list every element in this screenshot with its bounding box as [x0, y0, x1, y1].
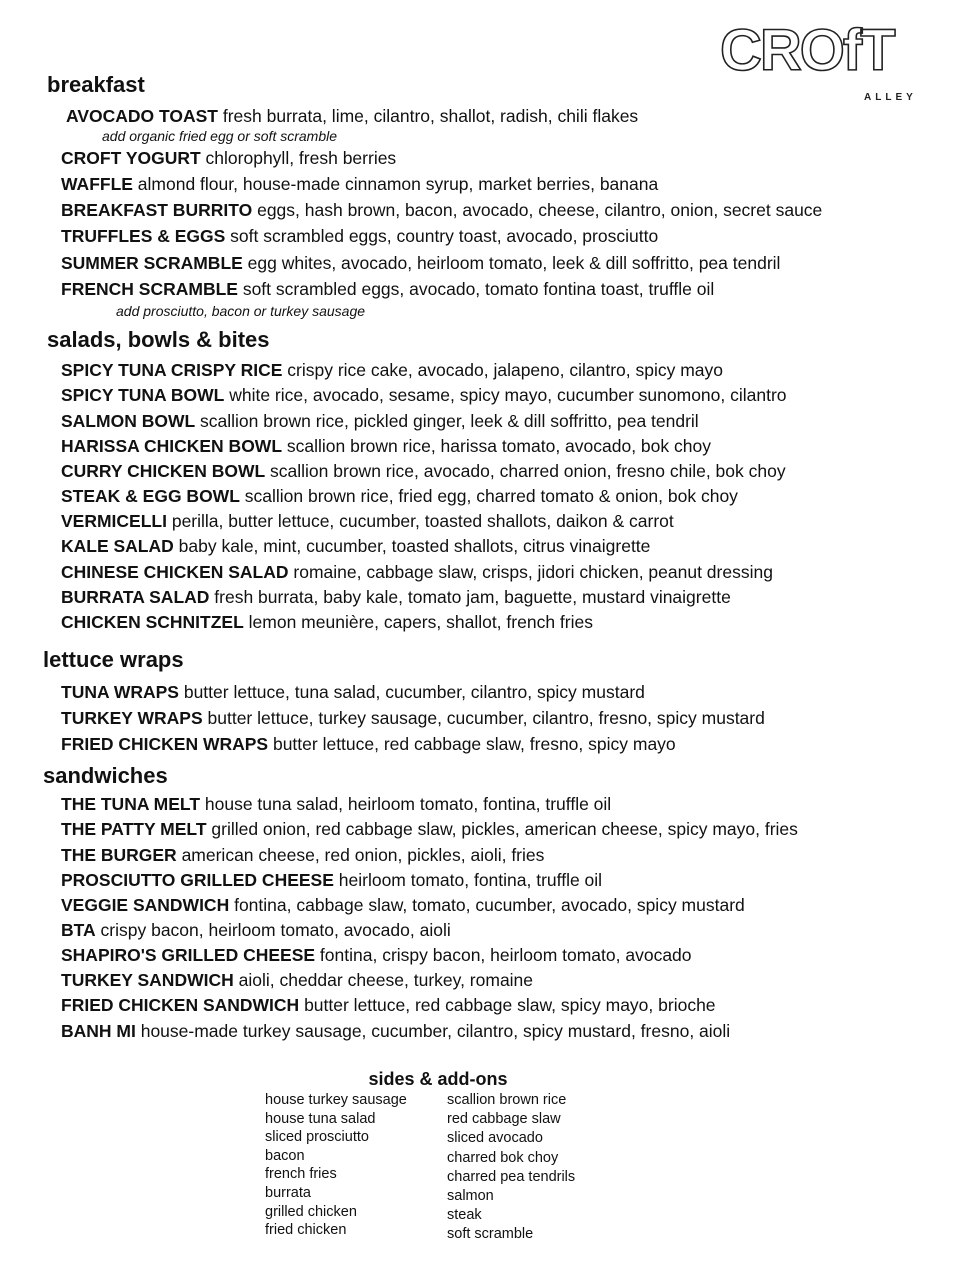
item-name: CURRY CHICKEN BOWL: [61, 461, 266, 481]
item-description: heirloom tomato, fontina, truffle oil: [333, 870, 603, 890]
menu-item: [61, 1020, 730, 1042]
item-name: THE BURGER: [61, 845, 177, 865]
item-description: fresh burrata, baby kale, tomato jam, baguette, mustard vinaigrette: [209, 587, 731, 607]
menu-item: [61, 681, 645, 703]
item-name: KALE SALAD: [61, 536, 174, 556]
item-description: romaine, cabbage slaw, crisps, jidori chicken, peanut dressing: [288, 562, 773, 582]
item-description: house-made turkey sausage, cucumber, cilantro, spicy mustard, fresno, aioli: [135, 1021, 731, 1041]
item-note: add prosciutto, bacon or turkey sausage: [116, 303, 366, 319]
side-item: soft scramble: [447, 1226, 534, 1243]
item-description: chlorophyll, fresh berries: [200, 148, 397, 168]
svg-text:ALLEY: ALLEY: [864, 92, 917, 103]
menu-item: [61, 252, 780, 274]
menu-item: [61, 969, 533, 991]
item-description: fontina, cabbage slaw, tomato, cucumber, avocado, spicy mustard: [229, 895, 745, 915]
menu-item: [61, 535, 650, 557]
item-description: lemon meunière, capers, shallot, french fries: [243, 612, 593, 632]
item-description: scallion brown rice, harissa tomato, avocado, bok choy: [282, 436, 711, 456]
item-name: BTA: [61, 920, 96, 940]
side-item: house turkey sausage: [265, 1092, 407, 1108]
item-description: white rice, avocado, sesame, spicy mayo, cucumber sunomono, cilantro: [224, 385, 787, 405]
menu-item: [61, 384, 787, 406]
menu-item: [61, 147, 396, 169]
item-name: VEGGIE SANDWICH: [61, 895, 230, 915]
menu-item: [61, 793, 611, 815]
item-description: fontina, crispy bacon, heirloom tomato, avocado: [315, 945, 692, 965]
croft-alley-logo: [718, 16, 928, 104]
menu-item: [61, 611, 593, 633]
side-item: charred pea tendrils: [447, 1168, 576, 1185]
side-item: steak: [447, 1207, 482, 1224]
side-item: fried chicken: [265, 1222, 347, 1239]
menu-item: [61, 460, 786, 482]
item-name: CROFT YOGURT: [61, 148, 201, 168]
svg-text:CROfT: CROfT: [720, 18, 894, 83]
item-name: FRENCH SCRAMBLE: [61, 279, 238, 299]
item-name: WAFFLE: [61, 174, 133, 194]
side-item: sliced prosciutto: [265, 1129, 369, 1146]
item-name: FRIED CHICKEN WRAPS: [61, 734, 269, 754]
item-description: egg whites, avocado, heirloom tomato, leek & dill soffritto, pea tendril: [242, 253, 781, 273]
item-description: eggs, hash brown, bacon, avocado, cheese, cilantro, onion, secret sauce: [252, 200, 823, 220]
item-name: CHICKEN SCHNITZEL: [61, 612, 244, 632]
item-description: baby kale, mint, cucumber, toasted shallots, citrus vinaigrette: [173, 536, 651, 556]
item-name: HARISSA CHICKEN BOWL: [61, 436, 283, 456]
menu-item: [61, 586, 731, 608]
menu-item: [61, 510, 674, 532]
item-name: BURRATA SALAD: [61, 587, 210, 607]
item-description: scallion brown rice, pickled ginger, leek & dill soffritto, pea tendril: [195, 411, 699, 431]
menu-item: [61, 225, 658, 247]
item-description: butter lettuce, red cabbage slaw, fresno, spicy mayo: [268, 734, 676, 754]
item-description: crispy bacon, heirloom tomato, avocado, aioli: [95, 920, 451, 940]
menu-item: [61, 994, 716, 1016]
section-heading: salads, bowls & bites: [47, 327, 270, 352]
item-description: american cheese, red onion, pickles, aioli, fries: [176, 845, 545, 865]
item-name: BREAKFAST BURRITO: [61, 200, 253, 220]
item-description: crispy rice cake, avocado, jalapeno, cilantro, spicy mayo: [282, 360, 724, 380]
side-item: burrata: [265, 1185, 311, 1201]
side-item: red cabbage slaw: [447, 1111, 561, 1128]
item-name: SPICY TUNA BOWL: [61, 385, 225, 405]
item-name: SHAPIRO'S GRILLED CHEESE: [61, 945, 316, 965]
menu-item: [61, 410, 699, 432]
item-name: THE PATTY MELT: [61, 819, 207, 839]
item-name: SALMON BOWL: [61, 411, 196, 431]
item-description: soft scrambled eggs, country toast, avocado, prosciutto: [225, 226, 659, 246]
menu-item: [61, 199, 822, 221]
menu-item: [61, 435, 711, 457]
item-name: TUNA WRAPS: [61, 682, 179, 702]
item-description: perilla, butter lettuce, cucumber, toasted shallots, daikon & carrot: [166, 511, 674, 531]
menu-item: [61, 485, 738, 507]
item-name: AVOCADO TOAST: [66, 106, 218, 126]
side-item: grilled chicken: [265, 1203, 357, 1220]
item-name: VERMICELLI: [61, 511, 167, 531]
item-name: SPICY TUNA CRISPY RICE: [61, 360, 283, 380]
item-description: grilled onion, red cabbage slaw, pickles, american cheese, spicy mayo, fries: [206, 819, 798, 839]
item-description: fresh burrata, lime, cilantro, shallot, radish, chili flakes: [218, 106, 639, 126]
side-item: scallion brown rice: [447, 1092, 567, 1108]
item-description: soft scrambled eggs, avocado, tomato fontina toast, truffle oil: [237, 279, 715, 299]
section-heading: breakfast: [47, 72, 145, 97]
item-name: TRUFFLES & EGGS: [61, 226, 226, 246]
menu-item: [61, 869, 602, 891]
item-name: TURKEY WRAPS: [61, 708, 203, 728]
menu-item: [61, 561, 773, 583]
side-item: bacon: [265, 1147, 305, 1164]
item-description: aioli, cheddar cheese, turkey, romaine: [233, 970, 534, 990]
side-item: salmon: [447, 1188, 494, 1204]
menu-item: [61, 944, 692, 966]
item-name: BANH MI: [61, 1021, 136, 1041]
item-name: THE TUNA MELT: [61, 794, 201, 814]
sides-heading: sides & add-ons: [368, 1069, 508, 1089]
side-item: french fries: [265, 1166, 337, 1183]
item-description: scallion brown rice, fried egg, charred tomato & onion, bok choy: [239, 486, 738, 506]
menu-item: [66, 105, 638, 127]
menu-item: [61, 844, 544, 866]
item-description: house tuna salad, heirloom tomato, fontina, truffle oil: [200, 794, 612, 814]
menu-item: [61, 278, 714, 300]
item-name: TURKEY SANDWICH: [61, 970, 234, 990]
side-item: sliced avocado: [447, 1130, 543, 1147]
item-description: butter lettuce, tuna salad, cucumber, cilantro, spicy mustard: [178, 682, 645, 702]
item-name: STEAK & EGG BOWL: [61, 486, 240, 506]
item-description: butter lettuce, turkey sausage, cucumber, cilantro, fresno, spicy mustard: [202, 708, 765, 728]
menu-item: [61, 894, 745, 916]
menu-item: [61, 919, 451, 941]
menu-item: [61, 818, 798, 840]
menu-item: [61, 707, 765, 729]
item-name: CHINESE CHICKEN SALAD: [61, 562, 289, 582]
item-description: scallion brown rice, avocado, charred onion, fresno chile, bok choy: [265, 461, 786, 481]
side-item: charred bok choy: [447, 1149, 559, 1166]
section-heading: sandwiches: [43, 763, 168, 788]
item-description: almond flour, house-made cinnamon syrup, market berries, banana: [132, 174, 659, 194]
item-name: SUMMER SCRAMBLE: [61, 253, 243, 273]
menu-item: [61, 733, 676, 755]
item-description: butter lettuce, red cabbage slaw, spicy mayo, brioche: [299, 995, 716, 1015]
menu-item: [61, 359, 723, 381]
section-heading: lettuce wraps: [43, 647, 184, 672]
item-name: PROSCIUTTO GRILLED CHEESE: [61, 870, 334, 890]
menu-item: [61, 173, 658, 195]
item-note: add organic fried egg or soft scramble: [102, 128, 338, 144]
item-name: FRIED CHICKEN SANDWICH: [61, 995, 300, 1015]
side-item: house tuna salad: [265, 1110, 376, 1127]
